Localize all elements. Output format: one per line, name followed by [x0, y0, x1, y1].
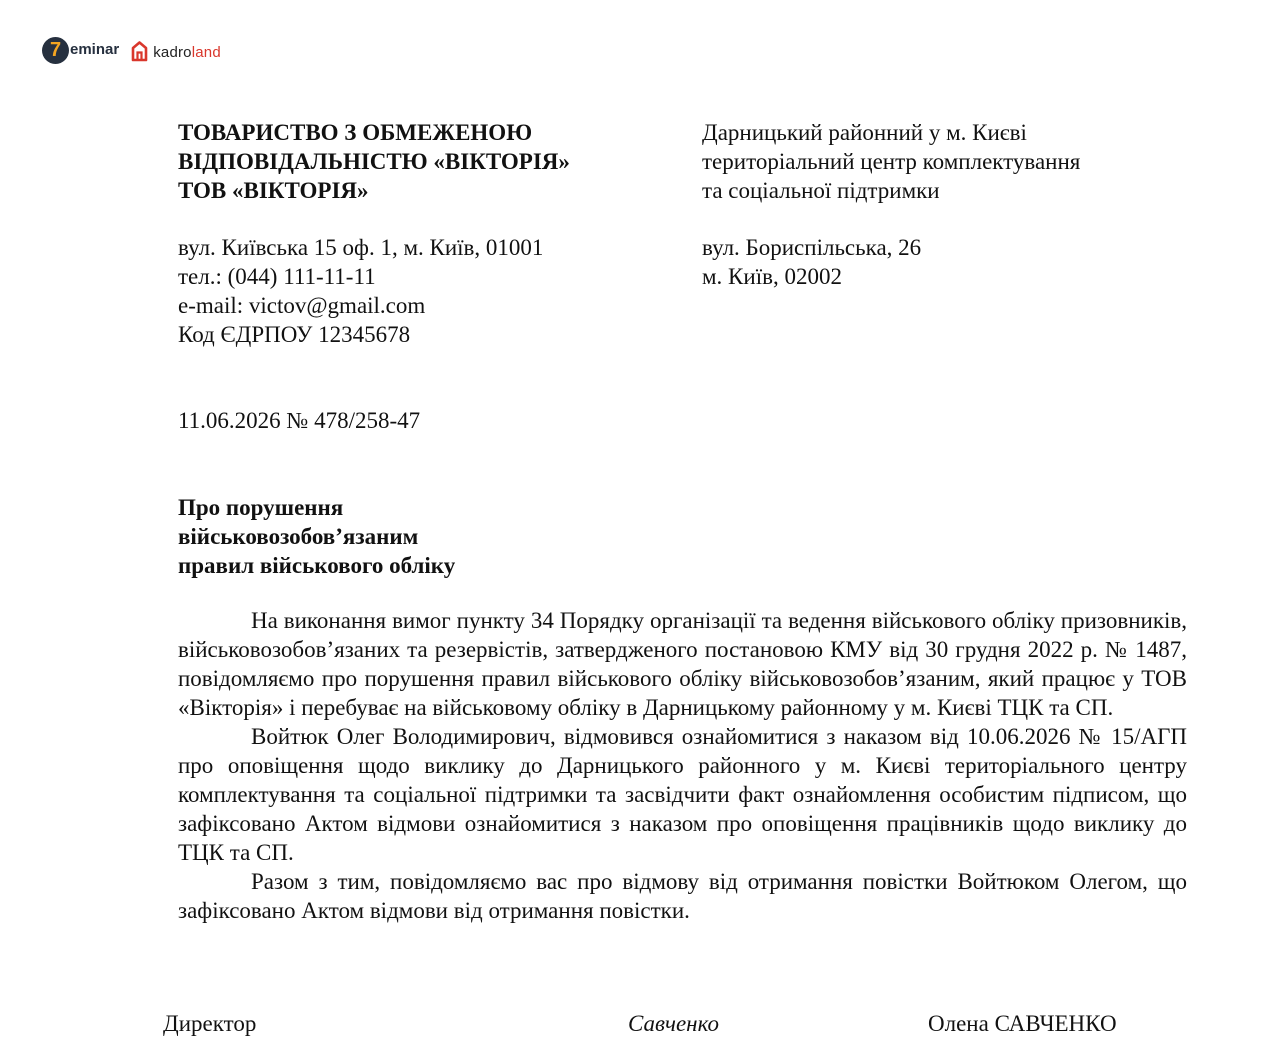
sender-address-line: вул. Київська 15 оф. 1, м. Київ, 01001 — [178, 235, 544, 260]
seminar-logo — [42, 37, 119, 64]
body-paragraph: Войтюк Олег Володимирович, відмовився ознайомитися з наказом від 10.06.2026 № 15/АГП про оповіщення щодо виклику до Дарницького районного у м. Києві територіального центру комплектування та соціальної підтримки та засвідчити факт ознайомлення особистим підписом, що зафіксовано Актом відмови ознайомитися з наказом про оповіщення працівників щодо виклику до ТЦК та СП. — [178, 724, 1187, 865]
recipient-name — [702, 118, 1080, 205]
kadroland-logo — [130, 40, 221, 62]
sender-address — [178, 233, 543, 349]
kadroland-logo-text: kadroland — [153, 44, 221, 61]
signatory-name: Олена САВЧЕНКО — [928, 1011, 1117, 1036]
recipient-address-line: м. Київ, 02002 — [702, 264, 842, 289]
handwritten-signature: Савченко — [628, 1011, 719, 1036]
recipient-name-line: територіальний центр комплектування — [702, 149, 1081, 174]
signature-role: Директор — [163, 1011, 257, 1036]
letter-body — [178, 606, 1187, 925]
recipient-name-line: Дарницький районний у м. Києві — [702, 120, 1027, 145]
seminar-logo-text: eminar — [70, 41, 120, 58]
recipient-address-line: вул. Бориспільська, 26 — [702, 235, 922, 260]
letter-subject — [178, 493, 455, 580]
subject-line: правил військового обліку — [178, 553, 456, 578]
body-paragraph: На виконання вимог пункту 34 Порядку організації та ведення військового обліку призовників, військовозобов’язаних та резервістів, затвердженого постановою КМУ від 30 грудня 2022 р. № 1487, повідомляємо про порушення правил військового обліку військовозобов’язаним, який працює у ТОВ «Вікторія» і перебуває на військовому обліку в Дарницькому районному у м. Києві ТЦК та СП. — [178, 608, 1187, 720]
recipient-address — [702, 233, 921, 291]
header-logos — [42, 37, 221, 64]
sender-name-line: ТОВ «ВІКТОРІЯ» — [178, 178, 369, 203]
sender-name-line: ВІДПОВІДАЛЬНІСТЮ «ВІКТОРІЯ» — [178, 149, 570, 174]
registration-number: 11.06.2026 № 478/258-47 — [178, 408, 421, 433]
body-paragraph: Разом з тим, повідомляємо вас про відмову від отримання повістки Войтюком Олегом, що зафіксовано Актом відмови від отримання повістки. — [178, 869, 1187, 923]
seminar-logo-circle: 7 — [42, 37, 69, 64]
subject-line: Про порушення — [178, 495, 344, 520]
sender-edrpou: Код ЄДРПОУ 12345678 — [178, 322, 411, 347]
sender-phone: тел.: (044) 111-11-11 — [178, 264, 376, 289]
house-icon — [130, 40, 149, 62]
subject-line: військовозобов’язаним — [178, 524, 419, 549]
sender-name — [178, 118, 570, 205]
sender-name-line: ТОВАРИСТВО З ОБМЕЖЕНОЮ — [178, 120, 533, 145]
recipient-name-line: та соціальної підтримки — [702, 178, 940, 203]
sender-email: e-mail: victov@gmail.com — [178, 293, 426, 318]
